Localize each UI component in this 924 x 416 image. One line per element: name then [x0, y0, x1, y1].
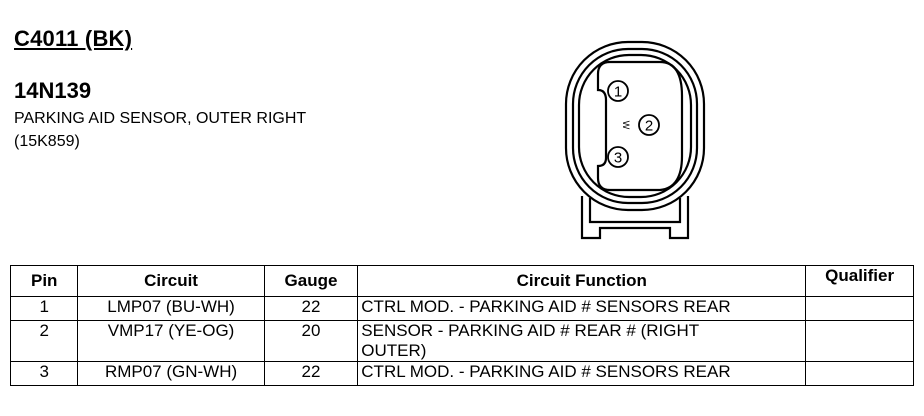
keying-marker: W	[621, 120, 631, 130]
description-line-1: PARKING AID SENSOR, OUTER RIGHT	[14, 110, 307, 127]
pin-cavity	[598, 62, 682, 190]
cell-qualifier	[806, 321, 914, 362]
table-row	[11, 362, 914, 386]
cell-circuit: VMP17 (YE-OG)	[78, 321, 264, 362]
header-function: Circuit Function	[358, 266, 806, 297]
header-qualifier: Qualifier	[806, 266, 914, 297]
cell-gauge: 22	[264, 362, 358, 386]
cell-pin: 1	[11, 297, 78, 321]
cell-qualifier	[806, 362, 914, 386]
cell-function	[358, 321, 806, 362]
table-row	[11, 321, 914, 362]
description-line-2: (15K859)	[14, 133, 80, 150]
pin-1	[608, 81, 628, 101]
cell-function-line-2: OUTER)	[361, 341, 427, 360]
cell-function-line-1: SENSOR - PARKING AID # REAR # (RIGHT	[361, 321, 700, 340]
pin-table	[10, 265, 914, 386]
connector-id: C4011 (BK)	[14, 26, 133, 51]
header-gauge: Gauge	[264, 266, 358, 297]
cell-circuit: LMP07 (BU-WH)	[78, 297, 264, 321]
cell-circuit: RMP07 (GN-WH)	[78, 362, 264, 386]
housing-inner-2	[579, 55, 691, 197]
table-row	[11, 297, 914, 321]
pin-3-label: 3	[613, 149, 623, 167]
cell-gauge: 22	[264, 297, 358, 321]
cell-function: CTRL MOD. - PARKING AID # SENSORS REAR	[358, 297, 806, 321]
cell-pin: 2	[11, 321, 78, 362]
cell-pin: 3	[11, 362, 78, 386]
table-header-row	[11, 266, 914, 297]
cell-qualifier	[806, 297, 914, 321]
connector-diagram	[560, 38, 710, 248]
cell-gauge: 20	[264, 321, 358, 362]
pin-2	[639, 115, 659, 135]
header-circuit: Circuit	[78, 266, 264, 297]
pin-3	[608, 147, 628, 167]
pin-1-label: 1	[613, 83, 623, 101]
cell-function: CTRL MOD. - PARKING AID # SENSORS REAR	[358, 362, 806, 386]
header-pin: Pin	[11, 266, 78, 297]
pin-2-label: 2	[644, 117, 654, 135]
part-number: 14N139	[14, 78, 92, 103]
